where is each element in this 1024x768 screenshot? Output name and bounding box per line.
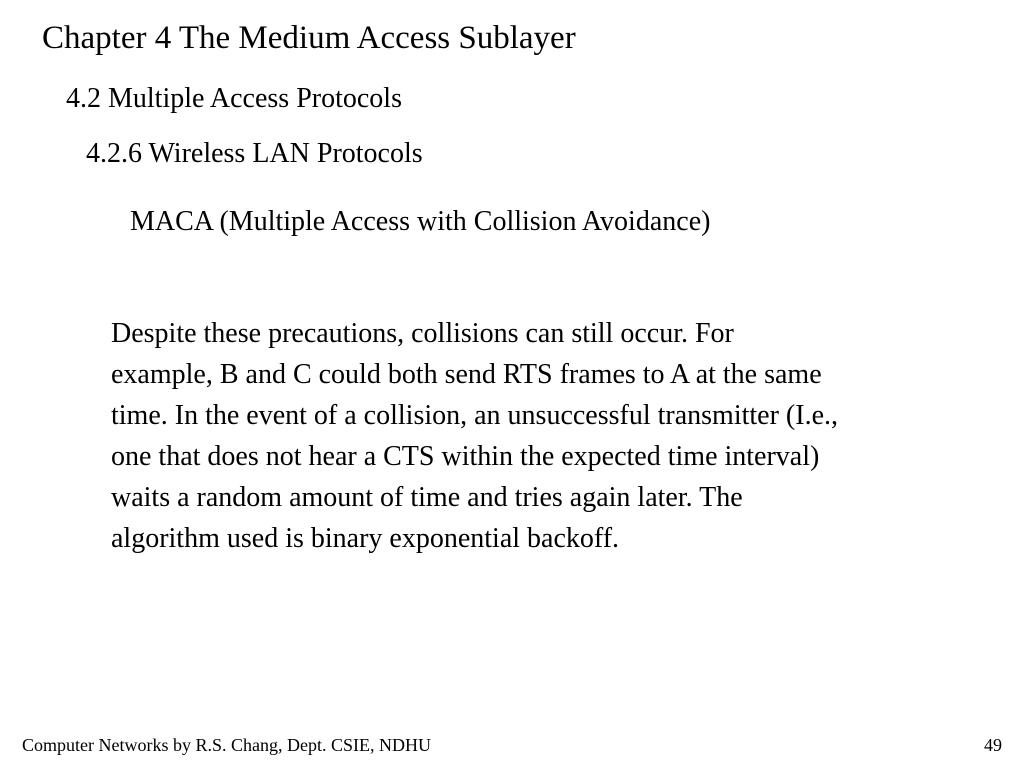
body-line: algorithm used is binary exponential backoff. xyxy=(111,523,620,554)
section-title: 4.2 Multiple Access Protocols xyxy=(66,83,402,114)
body-line: waits a random amount of time and tries again later. The xyxy=(111,482,743,513)
body-line: Despite these precautions, collisions can still occur. For xyxy=(111,318,734,349)
footer-credit: Computer Networks by R.S. Chang, Dept. CSIE, NDHU xyxy=(22,735,431,755)
body-paragraph xyxy=(111,313,1011,559)
body-line: one that does not hear a CTS within the expected time interval) xyxy=(111,441,820,472)
chapter-title: Chapter 4 The Medium Access Sublayer xyxy=(42,20,576,56)
subsection-title: 4.2.6 Wireless LAN Protocols xyxy=(86,138,423,169)
body-line: time. In the event of a collision, an unsuccessful transmitter (I.e., xyxy=(111,400,839,431)
page-number: 49 xyxy=(984,735,1002,755)
body-line: example, B and C could both send RTS frames to A at the same xyxy=(111,359,822,390)
topic-title: MACA (Multiple Access with Collision Avoidance) xyxy=(130,206,711,237)
